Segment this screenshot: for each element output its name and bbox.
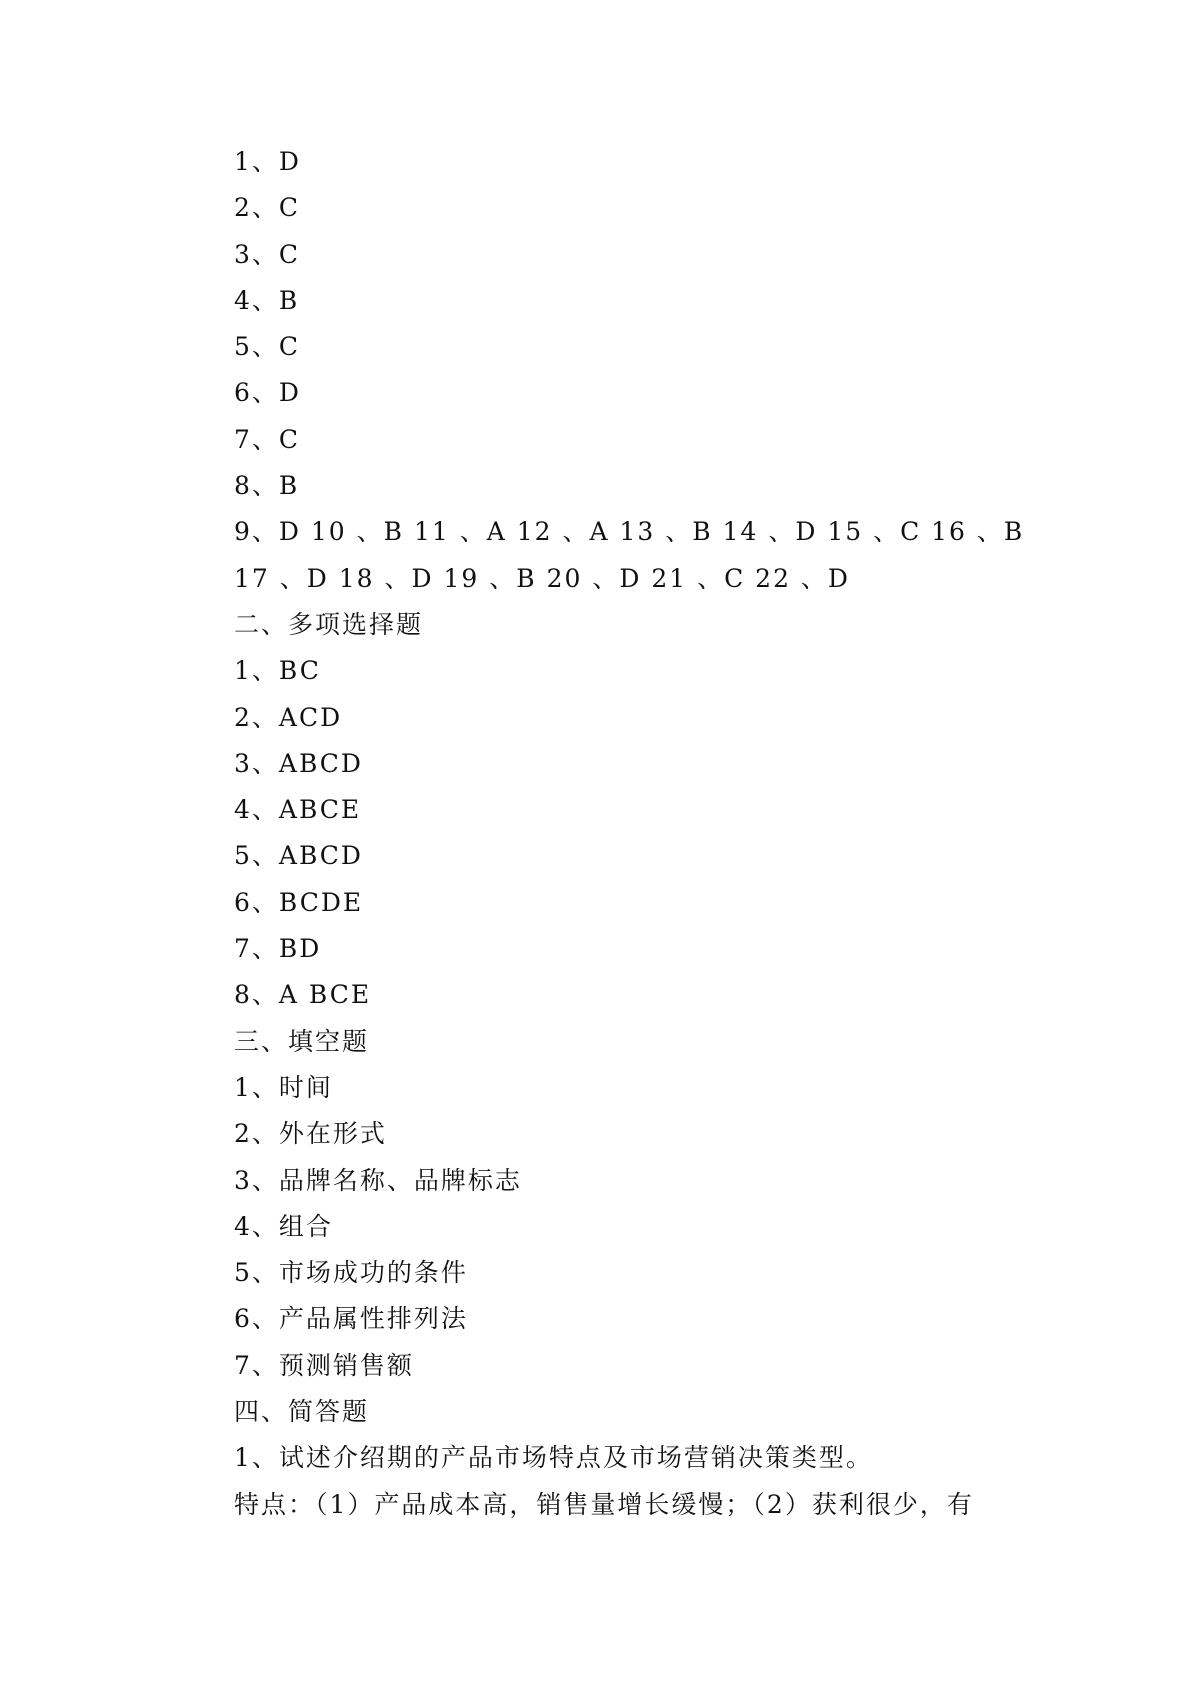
text-line: 3、ABCD bbox=[234, 748, 363, 778]
answer-key-text bbox=[234, 139, 1114, 1528]
text-line: 5、ABCD bbox=[234, 841, 363, 871]
text-line: 8、B bbox=[234, 471, 300, 501]
text-line: 8、A BCE bbox=[234, 980, 372, 1010]
text-line: 4、ABCE bbox=[234, 795, 362, 825]
section-heading: 三、填空题 bbox=[234, 1026, 370, 1056]
text-line: 1、试述介绍期的产品市场特点及市场营销决策类型。 bbox=[234, 1443, 873, 1473]
text-line: 6、产品属性排列法 bbox=[234, 1304, 468, 1334]
text-line: 1、D bbox=[234, 147, 301, 176]
text-line: 2、外在形式 bbox=[234, 1119, 387, 1149]
text-line: 2、ACD bbox=[234, 702, 343, 732]
text-line: 特点：（1）产品成本高，销售量增长缓慢；（2）获利很少，有 bbox=[234, 1489, 974, 1519]
text-line: 4、B bbox=[234, 285, 300, 315]
text-line: 2、C bbox=[234, 193, 301, 223]
text-line: 6、D bbox=[234, 378, 301, 408]
text-line: 5、市场成功的条件 bbox=[234, 1258, 468, 1288]
text-line: 7、C bbox=[234, 424, 301, 454]
text-line: 17 、D 18 、D 19 、B 20 、D 21 、C 22 、D bbox=[234, 563, 850, 593]
section-heading: 四、简答题 bbox=[234, 1397, 370, 1427]
text-line: 1、BC bbox=[234, 656, 321, 686]
text-line: 7、BD bbox=[234, 934, 322, 964]
text-line: 3、品牌名称、品牌标志 bbox=[234, 1165, 522, 1195]
text-line: 3、C bbox=[234, 239, 301, 269]
text-line: 7、预测销售额 bbox=[234, 1350, 414, 1380]
text-line: 5、C bbox=[234, 332, 301, 362]
text-line: 4、组合 bbox=[234, 1211, 333, 1241]
text-line: 1、时间 bbox=[234, 1072, 333, 1102]
text-line: 6、BCDE bbox=[234, 887, 364, 917]
text-line: 9、D 10 、B 11 、A 12 、A 13 、B 14 、D 15 、C 16 、B bbox=[234, 517, 1025, 547]
section-heading: 二、多项选择题 bbox=[234, 609, 424, 639]
